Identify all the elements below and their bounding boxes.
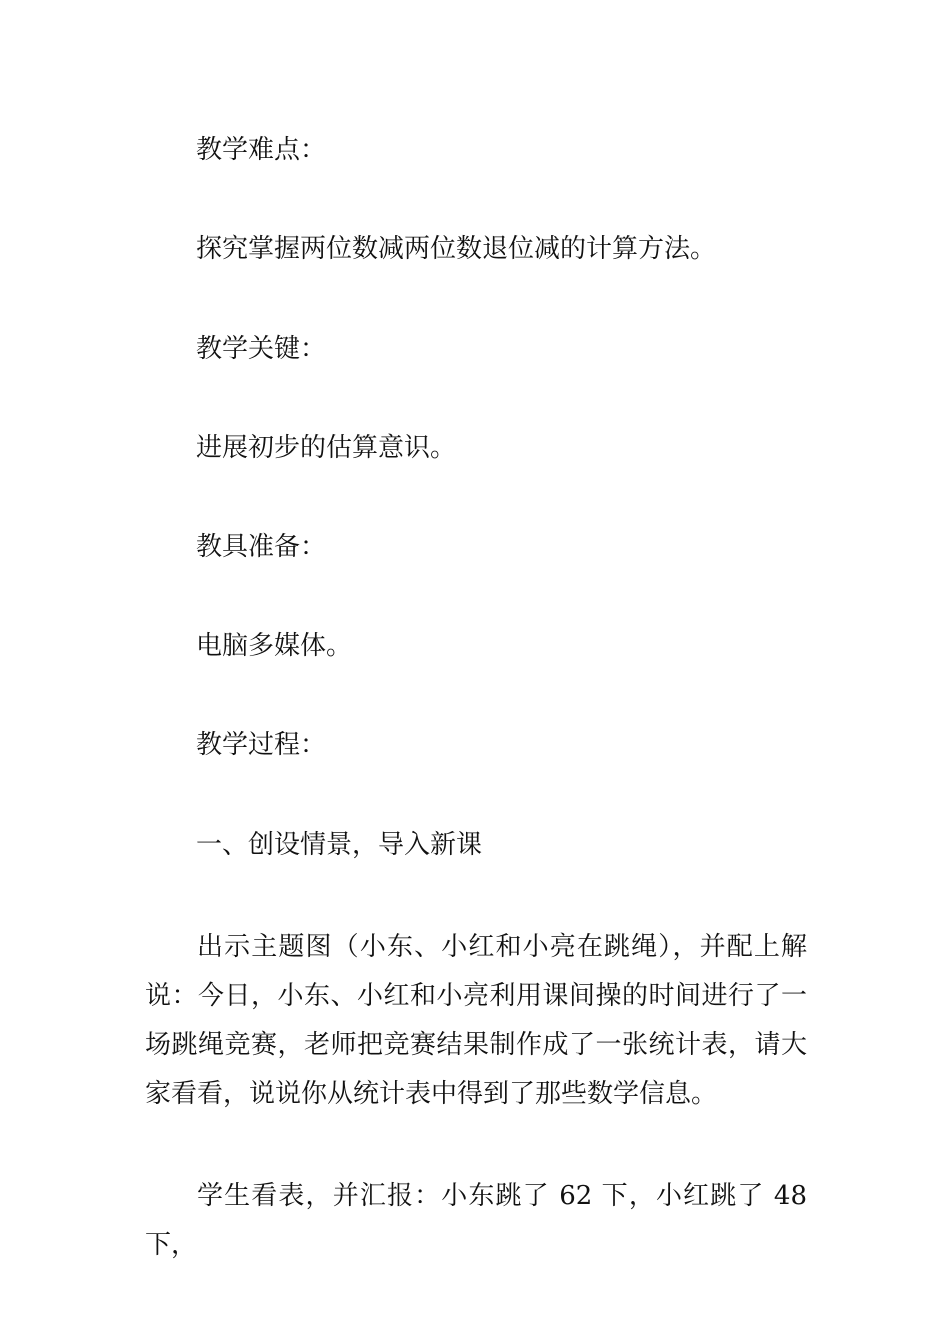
paragraph-student-report: 学生看表，并汇报：小东跳了 62 下，小红跳了 48 下， [145,1181,807,1260]
heading-teaching-key: 教学关键： [196,334,327,364]
text-aids-content: 电脑多媒体。 [196,631,353,661]
heading-teaching-aids: 教具准备： [196,532,327,562]
paragraph-theme-intro: 出示主题图（小东、小红和小亮在跳绳），并配上解说：今日，小东、小红和小亮利用课间操的时间进行了一场跳绳竞赛，老师把竞赛结果制作成了一张统计表，请大家看看，说说你从统计表中得到了那些数学信息。 [145,932,807,1109]
heading-teaching-process: 教学过程： [196,730,327,760]
heading-teaching-difficulty: 教学难点： [196,135,327,165]
text-difficulty-content: 探究掌握两位数减两位数退位减的计算方法。 [196,234,717,264]
text-key-content: 进展初步的估算意识。 [196,433,457,463]
section-heading-one: 一、创设情景，导入新课 [196,830,483,860]
